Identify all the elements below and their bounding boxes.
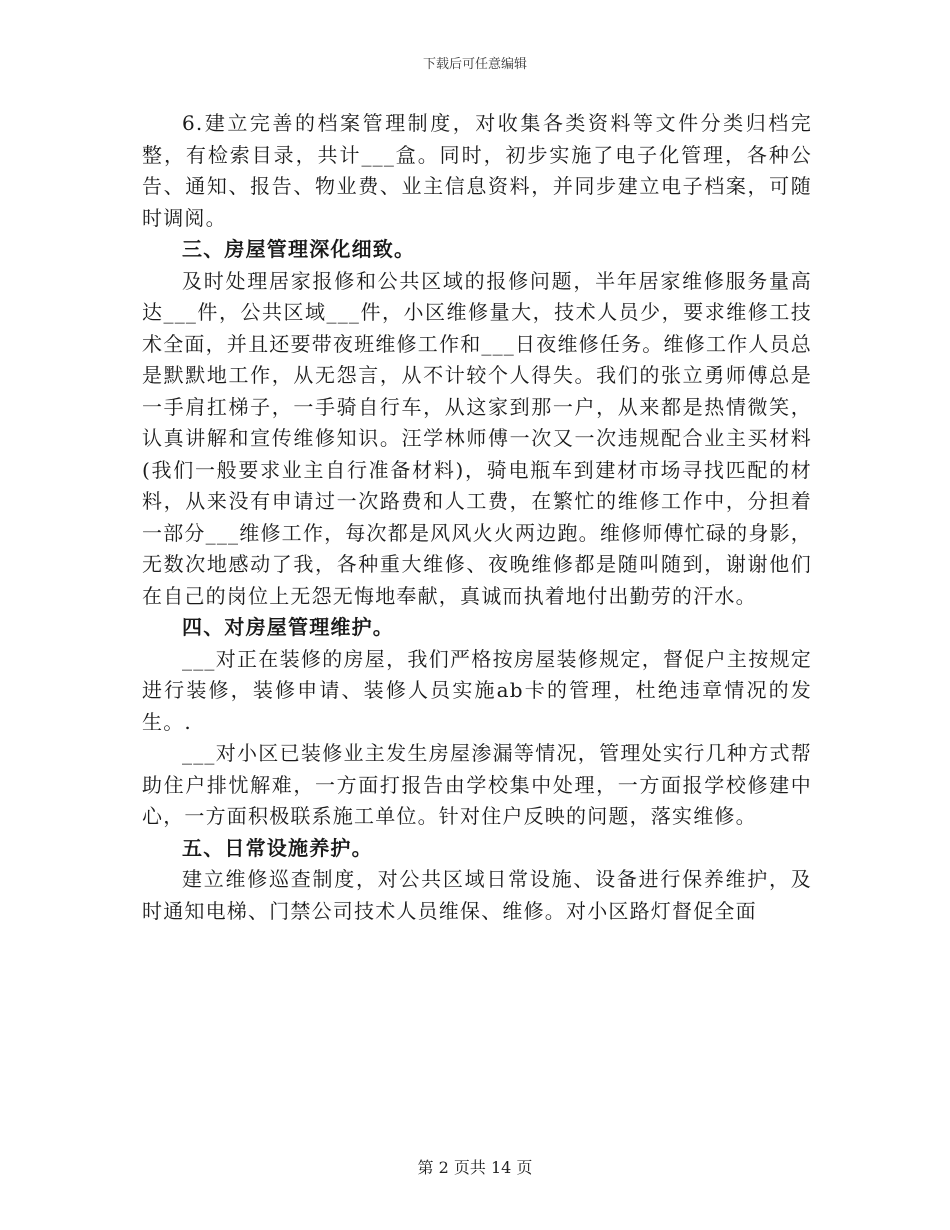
section-heading-5: 五、日常设施养护。 <box>182 835 373 860</box>
page-header-note: 下载后可任意编辑 <box>422 57 527 72</box>
paragraph-repair-work: 及时处理居家报修和公共区域的报修问题，半年居家维修服务量高达___件，公共区域___件，小区维修量大，技术人员少，要求维修工技术全面，并且还要带夜班维修工作和___日夜维修任务。维修工作人员总是默默地工作，从无怨言，从不计较个人得失。我们的张立勇师傅总是一手肩扛梯子，一手骑自行车，从这家到那一户，从来都是热情微笑，认真讲解和宣传维修知识。汪学林师傅一次又一次违规配合业主买材料(我们一般要求业主自行准备材料)，骑电瓶车到建材市场寻找匹配的材料，从来没有申请过一次路费和人工费，在繁忙的维修工作中，分担着一部分___维修工作，每次都是风风火火两边跑。维修师傅忙碌的身影，无数次地感动了我，各种重大维修、夜晚维修都是随叫随到，谢谢他们在自己的岗位上无怨无悔地奉献，真诚而执着地付出勤劳的汗水。 <box>142 268 812 608</box>
section-heading-4: 四、对房屋管理维护。 <box>182 615 394 639</box>
page-number: 第 2 页共 14 页 <box>417 1158 533 1177</box>
paragraph-facility-maintenance: 建立维修巡查制度，对公共区域日常设施、设备进行保养维护，及时通知电梯、门禁公司技术人员维保、维修。对小区路灯督促全面 <box>142 867 812 923</box>
document-body <box>142 108 812 927</box>
paragraph-leak-handling: ___对小区已装修业主发生房屋渗漏等情况，管理处实行几种方式帮助住户排忧解难，一方面打报告由学校集中处理，一方面报学校修建中心，一方面积极联系施工单位。针对住户反映的问题，落实维修。 <box>142 741 812 828</box>
paragraph-renovation-rules: ___对正在装修的房屋，我们严格按房屋装修规定，督促户主按规定进行装修，装修申请、装修人员实施ab卡的管理，杜绝违章情况的发生。. <box>142 646 812 734</box>
section-heading-3: 三、房屋管理深化细致。 <box>182 237 416 261</box>
paragraph-archive-management: 6.建立完善的档案管理制度，对收集各类资料等文件分类归档完整，有检索目录，共计___盒。同时，初步实施了电子化管理，各种公告、通知、报告、物业费、业主信息资料，并同步建立电子档案，可随时调阅。 <box>142 111 812 230</box>
